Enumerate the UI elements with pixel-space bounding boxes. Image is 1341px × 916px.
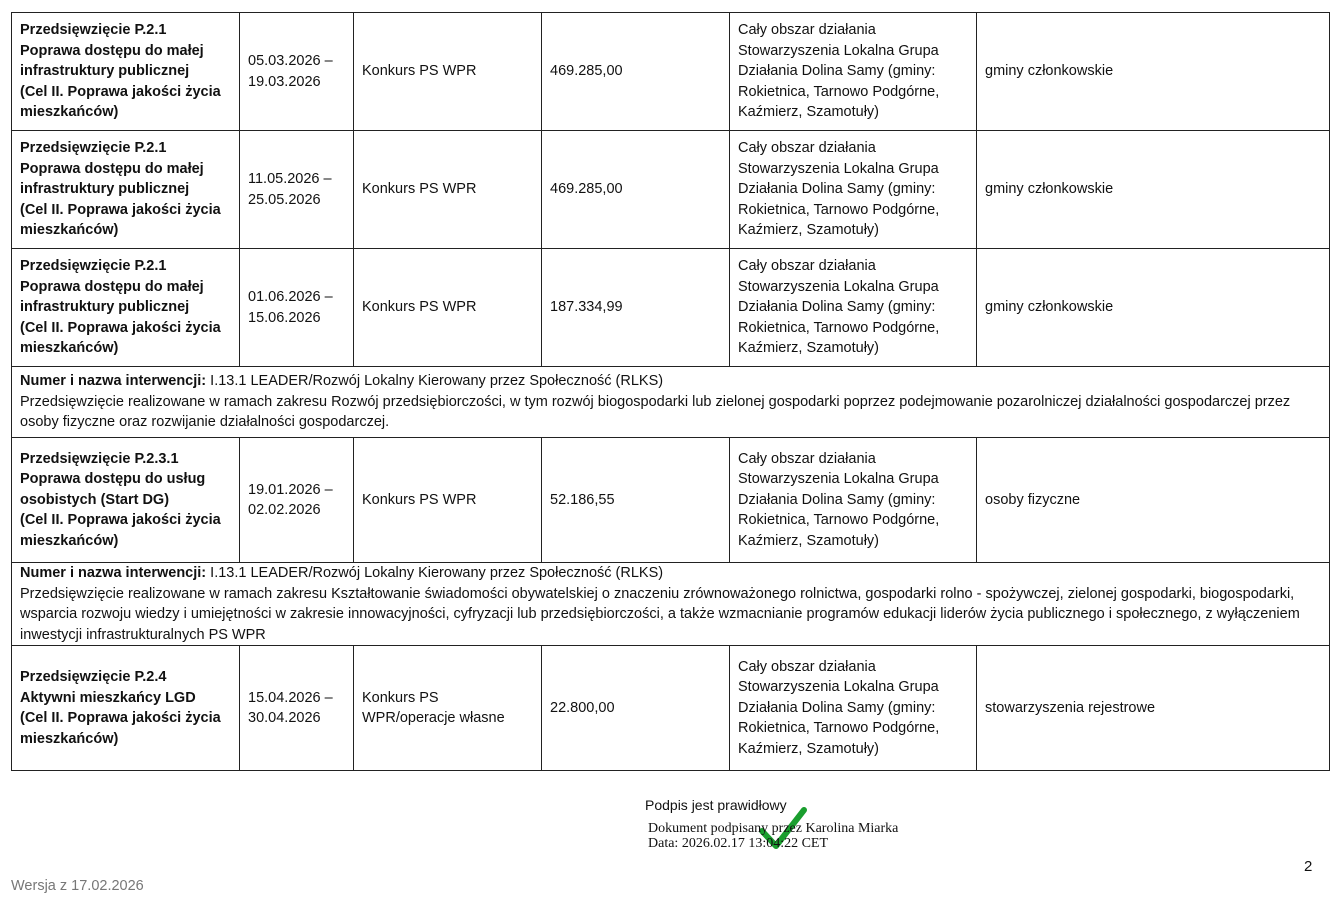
mode-cell: Konkurs PS WPR: [354, 13, 542, 131]
project-title-cell: [12, 13, 240, 131]
beneficiary-cell: osoby fizyczne: [977, 438, 1330, 563]
date-end: 30.04.2026: [248, 710, 321, 726]
intervention-info-row: [12, 563, 1330, 646]
project-name: Poprawa dostępu do małej infrastruktury publicznej: [20, 278, 204, 316]
date-start: 11.05.2026 –: [248, 171, 332, 187]
area-cell: Cały obszar działania Stowarzyszenia Lokalna Grupa Działania Dolina Samy (gminy: Rokietnica, Tarnowo Podgórne, Kaźmierz, Szamotuły): [730, 131, 977, 249]
intervention-info-row: [12, 367, 1330, 438]
date-end: 19.03.2026: [248, 73, 321, 90]
intervention-label: Numer i nazwa interwencji:: [20, 565, 207, 581]
area-cell: Cały obszar działania Stowarzyszenia Lokalna Grupa Działania Dolina Samy (gminy: Rokietnica, Tarnowo Podgórne, Kaźmierz, Szamotuły): [730, 646, 977, 771]
project-code: Przedsięwzięcie P.2.1: [20, 140, 167, 157]
date-start: 19.01.2026 –: [248, 481, 333, 498]
project-goal: (Cel II. Poprawa jakości życia mieszkańców): [20, 83, 221, 121]
project-goal: (Cel II. Poprawa jakości życia mieszkańców): [20, 201, 221, 239]
date-range-cell: [240, 131, 354, 249]
signature-valid-text: Podpis jest prawidłowy: [645, 797, 787, 813]
date-range-cell: [240, 646, 354, 771]
intervention-value: I.13.1 LEADER/Rozwój Lokalny Kierowany przez Społeczność (RLKS): [206, 373, 664, 390]
beneficiary-cell: gminy członkowskie: [977, 249, 1330, 367]
project-goal: (Cel II. Poprawa jakości życia mieszkańców): [20, 710, 221, 747]
intervention-table: [11, 12, 1330, 771]
intervention-label: Numer i nazwa interwencji:: [20, 373, 207, 390]
mode-cell: Konkurs PS WPR: [354, 438, 542, 563]
intervention-description: Przedsięwzięcie realizowane w ramach zakresu Rozwój przedsiębiorczości, w tym rozwój biogospodarki lub zielonej gospodarki poprzez podejmowanie pozarolniczej działalności gospodarczej przez osoby fizyczne oraz rozwijanie działalności gospodarczej.: [20, 393, 1291, 431]
project-title-cell: [12, 131, 240, 249]
intervention-info-cell: [12, 563, 1330, 646]
date-range-cell: [240, 438, 354, 563]
table-row: [12, 13, 1330, 131]
date-end: 15.06.2026: [248, 309, 321, 326]
date-start: 15.04.2026 –: [248, 689, 333, 706]
beneficiary-cell: gminy członkowskie: [977, 13, 1330, 131]
project-goal: (Cel II. Poprawa jakości życia mieszkańców): [20, 319, 221, 357]
date-end: 25.05.2026: [248, 191, 321, 208]
amount-cell: 469.285,00: [542, 13, 730, 131]
table-row: [12, 249, 1330, 367]
amount-cell: 22.800,00: [542, 646, 730, 771]
project-name: Poprawa dostępu do usług osobistych (Start DG): [20, 471, 206, 508]
intervention-info-cell: [12, 367, 1330, 438]
intervention-value: I.13.1 LEADER/Rozwój Lokalny Kierowany przez Społeczność (RLKS): [206, 565, 664, 581]
date-range-cell: [240, 249, 354, 367]
project-name: Aktywni mieszkańcy LGD: [20, 689, 196, 706]
amount-cell: 469.285,00: [542, 131, 730, 249]
date-start: 05.03.2026 –: [248, 53, 333, 69]
intervention-description: Przedsięwzięcie realizowane w ramach zakresu Kształtowanie świadomości obywatelskiej o znaczeniu zrównoważonego rolnictwa, gospodarki rolno - spożywczej, zielonej gospodarki, biogospodarki, wsparcia rozwoju wiedzy i umiejętności w zakresie innowacyjności, cyfryzacji lub przedsiębiorczości, a także wzmacnianie programów edukacji liderów życia publicznego i społecznego, z wyłączeniem inwestycji infrastrukturalnych PS WPR: [20, 585, 1300, 643]
area-cell: Cały obszar działania Stowarzyszenia Lokalna Grupa Działania Dolina Samy (gminy: Rokietnica, Tarnowo Podgórne, Kaźmierz, Szamotuły): [730, 13, 977, 131]
signature-signed-by: Dokument podpisany przez Karolina Miarka: [648, 821, 899, 836]
page-number: 2: [1304, 858, 1313, 875]
project-goal: (Cel II. Poprawa jakości życia mieszkańców): [20, 512, 221, 549]
beneficiary-cell: gminy członkowskie: [977, 131, 1330, 249]
signature-date: Data: 2026.02.17 13:04:22 CET: [648, 836, 829, 851]
project-code: Przedsięwzięcie P.2.4: [20, 669, 167, 685]
project-code: Przedsięwzięcie P.2.3.1: [20, 450, 179, 467]
table-row: [12, 438, 1330, 563]
version-label: Wersja z 17.02.2026: [11, 878, 144, 894]
date-range-cell: [240, 13, 354, 131]
date-end: 02.02.2026: [248, 502, 321, 518]
project-code: Przedsięwzięcie P.2.1: [20, 22, 167, 39]
area-cell: Cały obszar działania Stowarzyszenia Lokalna Grupa Działania Dolina Samy (gminy: Rokietnica, Tarnowo Podgórne, Kaźmierz, Szamotuły): [730, 438, 977, 563]
date-start: 01.06.2026 –: [248, 289, 333, 305]
area-cell: Cały obszar działania Stowarzyszenia Lokalna Grupa Działania Dolina Samy (gminy: Rokietnica, Tarnowo Podgórne, Kaźmierz, Szamotuły): [730, 249, 977, 367]
mode-cell: Konkurs PS WPR: [354, 249, 542, 367]
table-row: [12, 131, 1330, 249]
project-title-cell: [12, 438, 240, 563]
amount-cell: 187.334,99: [542, 249, 730, 367]
project-title-cell: [12, 249, 240, 367]
project-title-cell: [12, 646, 240, 771]
amount-cell: 52.186,55: [542, 438, 730, 563]
project-name: Poprawa dostępu do małej infrastruktury publicznej: [20, 160, 204, 198]
beneficiary-cell: stowarzyszenia rejestrowe: [977, 646, 1330, 771]
mode-cell: Konkurs PS WPR/operacje własne: [354, 646, 542, 771]
mode-cell: Konkurs PS WPR: [354, 131, 542, 249]
project-code: Przedsięwzięcie P.2.1: [20, 258, 167, 275]
table-row: [12, 646, 1330, 771]
project-name: Poprawa dostępu do małej infrastruktury publicznej: [20, 42, 204, 80]
